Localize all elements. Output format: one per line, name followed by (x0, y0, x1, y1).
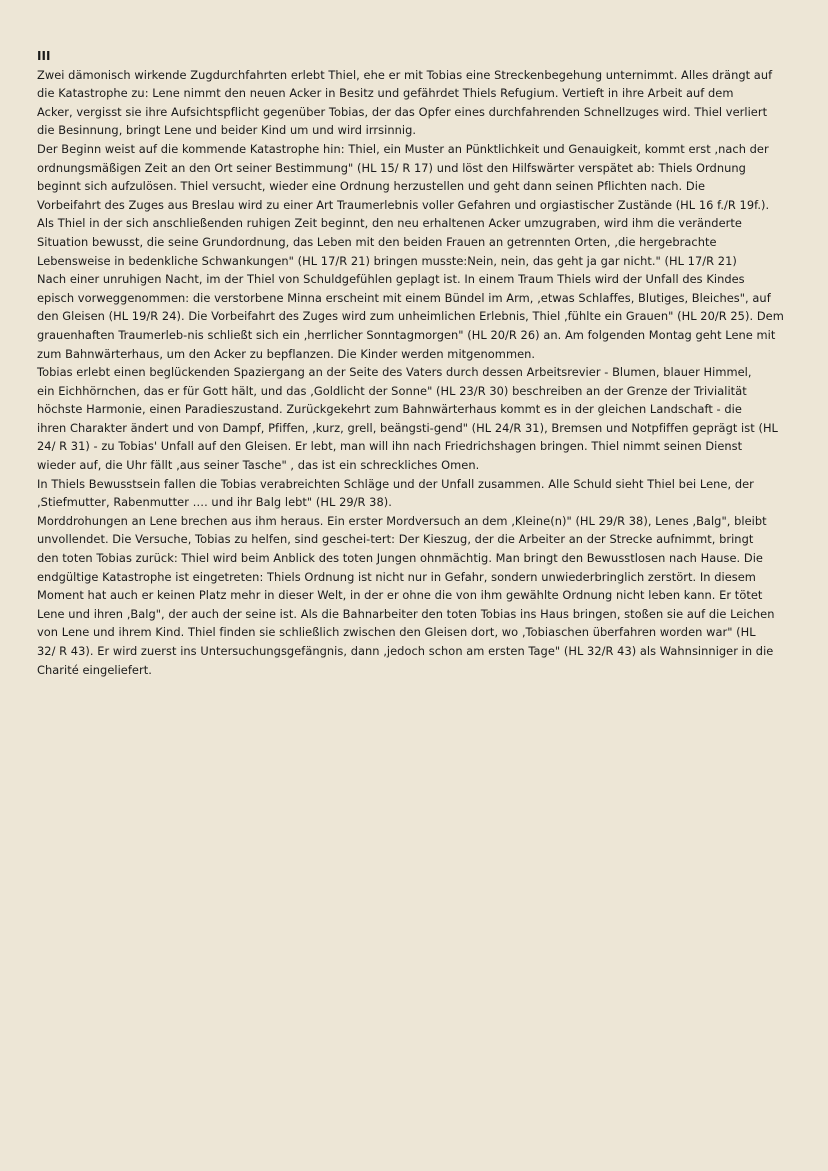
text-line: 32/ R 43). Er wird zuerst ins Untersuchungsgefängnis, dann ‚jedoch schon am ersten Tage" (HL 32/R 43) als Wahnsinniger in die (37, 644, 774, 658)
text-line: höchste Harmonie, einen Paradieszustand. Zurückgekehrt zum Bahnwärterhaus kommt es in der gleichen Landschaft - die (37, 402, 742, 417)
text-line: die Katastrophe zu: Lene nimmt den neuen Acker in Besitz und gefährdet Thiels Refugium. Vertieft in ihre Arbeit auf dem (37, 86, 734, 101)
text-line: Tobias erlebt einen beglückenden Spaziergang an der Seite des Vaters durch dessen Arbeitsrevier - Blumen, blauer Himmel, (37, 365, 752, 380)
document-page (37, 47, 797, 679)
text-line: den toten Tobias zurück: Thiel wird beim Anblick des toten Jungen ohnmächtig. Man bringt den Bewusstlosen nach Hause. Die (37, 551, 763, 566)
text-line: ‚Stiefmutter, Rabenmutter …. und ihr Balg lebt" (HL 29/R 38). (37, 495, 392, 510)
text-line: Morddrohungen an Lene brechen aus ihm heraus. Ein erster Mordversuch an dem ‚Kleine(n)" (HL 29/R 38), Lenes ‚Balg", bleibt (37, 513, 767, 528)
text-line: episch vorweggenommen: die verstorbene Minna erscheint mit einem Bündel im Arm, ‚etwas Schlaffes, Blutiges, Bleiches", auf (37, 290, 771, 305)
section-number: III (37, 49, 51, 63)
text-line: 24/ R 31) - zu Tobias' Unfall auf den Gleisen. Er lebt, man will ihn nach Friedrichshagen bringen. Thiel nimmt seinen Dienst (37, 439, 743, 454)
text-line: zum Bahnwärterhaus, um den Acker zu bepflanzen. Die Kinder werden mitgenommen. (37, 346, 536, 361)
text-line: Moment hat auch er keinen Platz mehr in dieser Welt, in der er ohne die von ihm gewählte Ordnung nicht leben kann. Er tötet (37, 588, 763, 603)
text-line: den Gleisen (HL 19/R 24). Die Vorbeifahrt des Zuges wird zum unheimlichen Erlebnis, Thiel ‚fühlte ein Grauen" (HL 20/R 25). Dem (37, 309, 784, 324)
text-line: unvollendet. Die Versuche, Tobias zu helfen, sind geschei-tert: Der Kieszug, der die Arbeiter an der Strecke aufnimmt, bringt (37, 532, 754, 547)
text-line: Charité eingeliefert. (37, 662, 152, 677)
text-line: beginnt sich aufzulösen. Thiel versucht, wieder eine Ordnung herzustellen und geht dann seinen Pflichten nach. Die (37, 179, 705, 194)
text-line: ein Eichhörnchen, das er für Gott hält, und das ‚Goldlicht der Sonne" (HL 23/R 30) beschreiben an der Grenze der Trivialität (37, 383, 747, 398)
text-line: Situation bewusst, die seine Grundordnung, das Leben mit den beiden Frauen an getrennten Orten, ‚die hergebrachte (37, 234, 717, 249)
text-line: wieder auf, die Uhr fällt ‚aus seiner Tasche" , das ist ein schreckliches Omen. (37, 458, 480, 473)
text-line: ordnungsmäßigen Zeit an den Ort seiner Bestimmung" (HL 15/ R 17) und löst den Hilfswärter verspätet ab: Thiels Ordnung (37, 160, 746, 175)
text-line: grauenhaften Traumerleb-nis schließt sich ein ‚herrlicher Sonntagmorgen" (HL 20/R 26) an. Am folgenden Montag geht Lene mit (37, 327, 776, 342)
text-line: Acker, vergisst sie ihre Aufsichtspflicht gegenüber Tobias, der das Opfer eines durchfahrenden Schnellzuges wird. Thiel verliert (37, 104, 768, 119)
text-line: Zwei dämonisch wirkende Zugdurchfahrten erlebt Thiel, ehe er mit Tobias eine Streckenbegehung unternimmt. Alles drängt auf (37, 67, 773, 82)
text-line: In Thiels Bewusstsein fallen die Tobias verabreichten Schläge und der Unfall zusammen. Alle Schuld sieht Thiel bei Lene, der (37, 476, 754, 491)
text-line: Der Beginn weist auf die kommende Katastrophe hin: Thiel, ein Muster an Pünktlichkeit und Genauigkeit, kommt erst ‚nach der (37, 141, 769, 156)
text-line: Lene und ihren ‚Balg", der auch der seine ist. Als die Bahnarbeiter den toten Tobias ins Haus bringen, stoßen sie auf die Leichen (37, 606, 775, 621)
text-line: die Besinnung, bringt Lene und beider Kind um und wird irrsinnig. (37, 123, 417, 138)
text-line: von Lene und ihrem Kind. Thiel finden sie schließlich zwischen den Gleisen dort, wo ‚Tobiaschen überfahren worden war" (HL (37, 625, 756, 640)
text-line: Nach einer unruhigen Nacht, im der Thiel von Schuldgefühlen geplagt ist. In einem Traum Thiels wird der Unfall des Kindes (37, 272, 745, 287)
text-line: ihren Charakter ändert und von Dampf, Pfiffen, ‚kurz, grell, beängsti-gend" (HL 24/R 31), Bremsen und Notpfiffen geprägt ist (HL (37, 420, 778, 435)
text-line: Als Thiel in der sich anschließenden ruhigen Zeit beginnt, den neu erhaltenen Acker umzugraben, wird ihm die veränderte (37, 216, 742, 231)
text-line: Vorbeifahrt des Zuges aus Breslau wird zu einer Art Traumerlebnis voller Gefahren und orgiastischer Zustände (HL 16 f./R 19f.). (37, 197, 770, 212)
text-line: endgültige Katastrophe ist eingetreten: Thiels Ordnung ist nicht nur in Gefahr, sondern unwiederbringlich zerstört. In diesem (37, 569, 756, 584)
text-line: Lebensweise in bedenkliche Schwankungen" (HL 17/R 21) bringen musste:Nein, nein, das geht ja gar nicht." (HL 17/R 21) (37, 253, 737, 268)
summary-text (37, 66, 797, 680)
